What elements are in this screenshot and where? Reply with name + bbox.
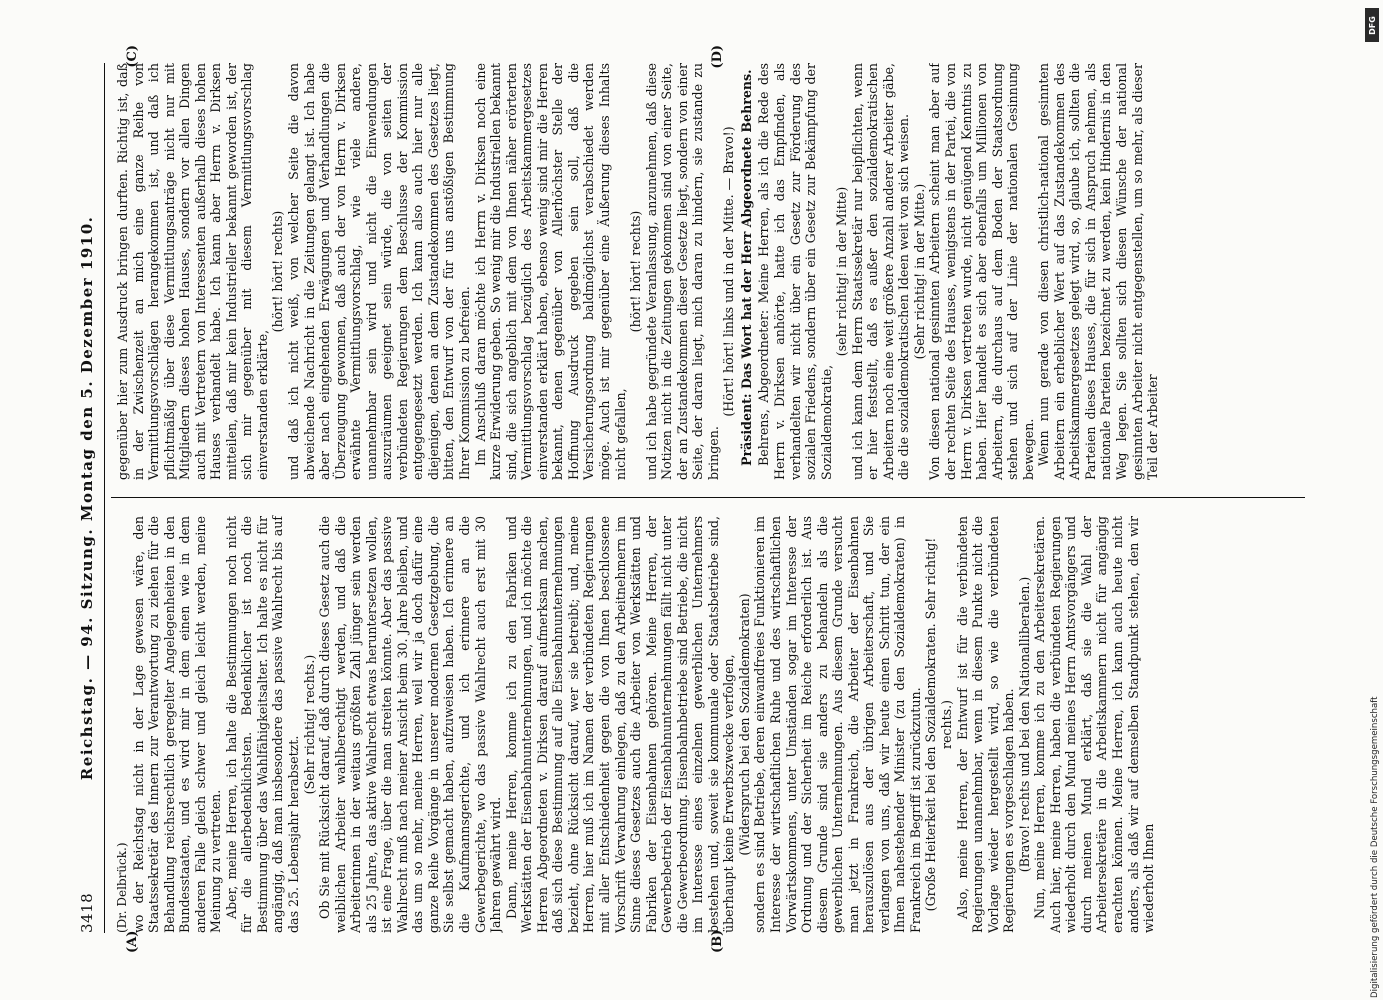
page-number: 3418: [78, 892, 96, 933]
interjection: (hört! hört! rechts): [628, 210, 644, 333]
president-statement: Präsident: Das Wort hat der Herr Abgeordnete Behrens.: [738, 69, 754, 466]
dfg-logo: DFG: [1365, 8, 1379, 42]
interjection: (Sehr richtig! rechts.): [301, 654, 317, 795]
paragraph: Im Anschluß daran möchte ich Herrn v. Dirksen noch eine kurze Erwiderung geben. So wenig mir die Industriellen bekannt sind, die sich angeblich mit dem von Ihnen näher erörterten Vermittlungsvorschlag bezüglich des Arbeitskammergesetzes einverstanden erklärt haben, ebenso wenig sind mir die Herren bekannt, denen gegenüber von Allerhöchster Stelle der Hoffnung Ausdruck gegeben sein soll, daß die Versicherungsordnung baldmöglichst verabschiedet werden möge. Auch ist mir gegenüber eine Äußerung dieses Inhalts nicht gefallen,: [472, 63, 628, 480]
margin-mark-b: (B): [710, 929, 725, 953]
text-columns: [115, 45, 1305, 953]
paragraph: Wenn nun gerade von diesen christlich-national gesinnten Arbeitern ein erheblicher Wert auf das Zustandekommen des Arbeitskammergesetzes gelegt wird, so, glaube ich, sollten die Parteien dieses Hauses, die für sich in Anspruch nehmen, als nationale Parteien bezeichnet zu werden, kein Hindernis in den Weg legen. Sie sollten sich diesen Wünsche der national gesinnten Arbeiter nicht entgegenstellen, um so mehr, als dieser Teil der Arbeiter: [1036, 63, 1161, 480]
margin-mark-a: (A): [125, 930, 140, 953]
paragraph: und daß ich nicht weiß, von welcher Seite die davon abweichende Nachricht in die Zeitungen gelangt ist. Ich habe aber nach eingehenden Erwägungen und Verhandlungen die Überzeugung gewonnen, daß auch der von Herrn v. Dirksen erwähnte Vermittlungsvorschlag, wie viele andere, unannehmbar sein wird und nicht die Einwendungen auszuräumen geeignet sein würde, die von seiten der verbündeten Regierungen dem Beschlusse der Kommission entgegengesetzt werden. Ich kann also auch hier nur alle diejenigen, denen an dem Zustandekommen des Gesetzes liegt, bitten, den Entwurf von der für uns anstößigen Bestimmung Ihrer Kommission zu befreien.: [286, 63, 473, 480]
paragraph: und ich habe gegründete Veranlassung, anzunehmen, daß diese Notizen nicht in die Zeitungen gekommen sind von einer Seite, der an Zustandekommen dieser Gesetze liegt, sondern von einer Seite, der daran liegt, mich daran zu hindern, sie zustande zu bringen.: [643, 63, 721, 480]
margin-mark-c: (C): [125, 45, 140, 68]
paragraph: gegenüber hier zum Ausdruck bringen durften. Richtig ist, daß in der Zwischenzeit an mich eine ganze Reihe von Vermittlungsvorschlägen herangekommen ist, und daß ich pflichtmäßig über diese Vermittlungsanträge nicht nur mit Mitgliedern dieses hohen Hauses, sondern vor allen Dingen auch mit Vertretern von Interessenten außerhalb dieses hohen Hauses verhandelt habe. Ich kann aber Herrn v. Dirksen mitteilen, daß mir kein Industrieller bekannt geworden ist, der sich mir gegenüber mit diesem Vermittlungsvorschlag einverstanden erklärte,: [115, 63, 270, 480]
paragraph: Ob Sie mit Rücksicht darauf, daß durch dieses Gesetz auch die weiblichen Arbeiter wahlberechtigt werden, und daß die Arbeiterinnen in der weitaus größten Zahl jünger sein werden als 25 Jahre, das aktive Wahlrecht etwas heruntersetzen wollen, ist eine Frage, über die man streiten könnte. Aber das passive Wahlrecht muß nach meiner Ansicht beim 30. Jahre bleiben, und das um so mehr, meine Herren, weil wir ja doch dafür eine ganze Reihe Vorgänge in unserer modernen Gesetzgebung, die Sie selbst gemacht haben, aufzuweisen haben. Ich erinnere an die Kaufmannsgerichte, und ich erinnere an die Gewerbegerichte, wo das passive Wahlrecht auch erst mit 30 Jahren gewährt wird.: [317, 516, 504, 933]
page-running-title: Reichstag. — 94. Sitzung. Montag den 5. Dezember 1910.: [78, 215, 96, 781]
paragraph: Dann, meine Herren, komme ich zu den Fabriken und Werkstätten der Eisenbahnunternehmungen, und ich möchte die Herren Abgeordneten v. Dirksen darauf aufmerksam machen, daß sich diese Bestimmung auf alle Eisenbahnunternehmungen bezieht, ohne Rücksicht darauf, wer sie betreibt; und, meine Herren, hier muß ich im Namen der verbündeten Regierungen mit aller Entschiedenheit gegen die von Ihnen beschlossene Vorschrift Verwahrung einlegen, daß zu den Arbeitnehmern im Sinne dieses Gesetzes auch die Arbeiter von Werkstätten und Fabriken der Eisenbahnen gehören. Meine Herren, der Gewerbebetrieb der Eisenbahnunternehmungen fällt nicht unter die Gewerbeordnung. Eisenbahnbetriebe sind Betriebe, die nicht im Interesse eines einzelnen gewerblichen Unternehmers bestehen und, soweit sie kommunale oder Staatsbetriebe sind, überhaupt keine Erwerbszwecke verfolgen,: [503, 516, 737, 933]
interjection: (hört! hört! rechts): [270, 210, 286, 333]
interjection: (Große Heiterkeit bei den Sozialdemokraten. Sehr richtig! rechts.): [923, 537, 954, 912]
interjection: (Hört! hört! links und in der Mitte. — Bravo!): [721, 126, 737, 417]
page-header: [78, 63, 105, 933]
paragraph: Also, meine Herren, der Entwurf ist für die verbündeten Regierungen unannehmbar, wenn in diesem Punkte nicht die Vorlage wieder hergestellt wird, so wie die verbündeten Regierungen es vorgeschlagen haben.: [954, 516, 1017, 933]
column-divider: [111, 497, 1305, 498]
paragraph: wo der Reichstag nicht in der Lage gewesen wäre, den Staatssekretär des Innern zur Verantwortung zu ziehen für die Behandlung reichsrechtlich geregelter Angelegenheiten in den Bundesstaaten, und es wird mir in dem einen wie in dem anderen Falle gleich schwer und gleich leicht werden, meine Meinung zu vertreten.: [130, 516, 224, 933]
interjection: (Bravo! rechts und bei den Nationalliberalen.): [1016, 576, 1032, 873]
digitization-credit: Digitalisierung gefördert durch die Deutsche Forschungsgemeinschaft: [1370, 696, 1380, 998]
left-column: [115, 498, 1305, 933]
speaker-tag: (Dr. Delbrück.): [115, 842, 129, 933]
margin-mark-d: (D): [710, 45, 725, 69]
paragraph: Von diesen national gesinnten Arbeitern scheint man aber auf der rechten Seite des Hauses, wenigstens in der Partei, die von Herrn v. Dirksen vertreten wurde, nicht genügend Kenntnis zu haben. Hier handelt es sich aber ebenfalls um Millionen von Arbeitern, die durchaus auf dem Boden der Staatsordnung stehen und sich auf der Linie der nationalen Gesinnung bewegen.: [927, 63, 1036, 480]
paragraph: und ich kann dem Herrn Staatssekretär nur beipflichten, wenn er hier feststellt, daß es außer den sozialdemokratischen Arbeitern noch eine weit größere Anzahl anderer Arbeiter gäbe, die die sozialdemokratischen Ideen weit von sich weisen.: [849, 63, 912, 480]
paragraph: Nun, meine Herren, komme ich zu den Arbeitersekretären. Auch hier, meine Herren, haben die verbündeten Regierungen wiederholt durch den Mund meines Herrn Amtsvorgängers und durch meinen Mund erklärt, daß sie die Wahl der Arbeitersekretäre in die Arbeitskammern nicht für angängig erachten können. Meine Herren, ich kann auch heute nicht anders, als daß wir auf demselben Standpunkt stehen, den wir wiederholt Ihnen: [1032, 516, 1157, 933]
document-page: [70, 45, 1320, 955]
interjection: (Sehr richtig! in der Mitte.): [911, 183, 927, 360]
interjection: (sehr richtig! in der Mitte): [834, 186, 850, 357]
interjection: (Widerspruch bei den Sozialdemokraten): [736, 593, 752, 856]
right-column: [115, 63, 1305, 498]
paragraph: sondern es sind Betriebe, deren einwandfreies Funktionieren im Interesse der wirtschaftlichen Ruhe und des wirtschaftlichen Vorwärtskommens, unter Umständen sogar im Interesse der Ordnung und der Sicherheit im Reiche erforderlich ist. Aus diesem Grunde sind sie anders zu behandeln als die gewerblichen Unternehmungen. Aus diesem Grunde versucht man jetzt in Frankreich, die Arbeiter der Eisenbahnen herauszulösen aus der übrigen Arbeiterschaft, und Sie verlangen von uns, daß wir heute einen Schritt tun, der ein Ihnen nahestehender Minister (zu den Sozialdemokraten) in Frankreich im Begriff ist zurückzutun.: [752, 516, 923, 933]
paragraph: Aber, meine Herren, ich halte die Bestimmungen noch nicht für die allerbedenklichsten. Bedenklicher ist noch die Bestimmung über das Wahlfähigkeitsalter. Ich halte es nicht für angängig, daß man insbesondere das passive Wahlrecht bis auf das 25. Lebensjahr herabsetzt.: [223, 516, 302, 933]
speaker-statement: Behrens, Abgeordneter: Meine Herren, als ich die Rede des Herrn v. Dirksen anhörte, hatte ich das Empfinden, als verhandelten wir nicht über ein Gesetz zur Förderung des sozialen Friedens, sondern über ein Gesetz zur Bekämpfung der Sozialdemokratie,: [756, 63, 834, 480]
